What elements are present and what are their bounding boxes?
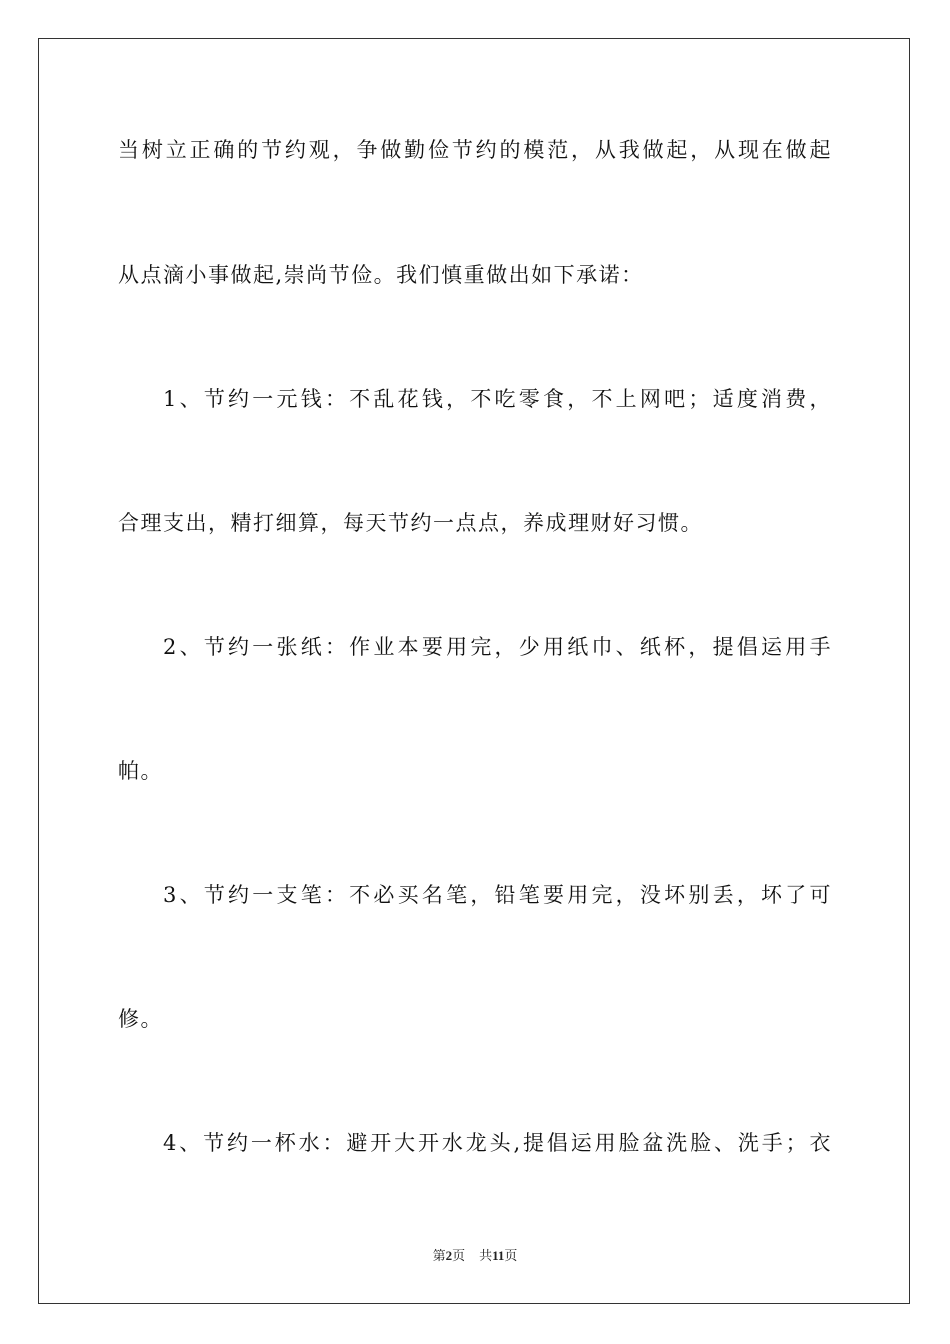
- body-text-line-1: 当树立正确的节约观，争做勤俭节约的模范，从我做起，从现在做起: [118, 138, 832, 162]
- page-footer: [0, 1247, 950, 1265]
- page-number: 2: [445, 1248, 453, 1263]
- pledge-item-4-line-1: 4、节约一杯水：避开大开水龙头,提倡运用脸盆洗脸、洗手；衣: [163, 1131, 832, 1155]
- page-label-suffix: 页: [452, 1248, 466, 1263]
- total-label-suffix: 页: [504, 1248, 518, 1263]
- page-label-prefix: 第: [432, 1248, 446, 1263]
- pledge-item-2-line-1: 2、节约一张纸：作业本要用完，少用纸巾、纸杯，提倡运用手: [163, 635, 832, 659]
- total-pages: 11: [492, 1248, 505, 1263]
- pledge-item-3-line-2: 修。: [118, 1007, 163, 1031]
- pledge-item-1-line-2: 合理支出，精打细算，每天节约一点点，养成理财好习惯。: [118, 511, 703, 535]
- body-text-line-2: 从点滴小事做起,崇尚节俭。我们慎重做出如下承诺：: [118, 263, 644, 287]
- pledge-item-1-line-1: 1、节约一元钱：不乱花钱，不吃零食，不上网吧；适度消费，: [163, 387, 832, 411]
- total-label-prefix: 共: [479, 1248, 493, 1263]
- pledge-item-2-line-2: 帕。: [118, 759, 163, 783]
- page-border: [38, 38, 910, 1304]
- pledge-item-3-line-1: 3、节约一支笔：不必买名笔，铅笔要用完，没坏别丢，坏了可: [163, 883, 832, 907]
